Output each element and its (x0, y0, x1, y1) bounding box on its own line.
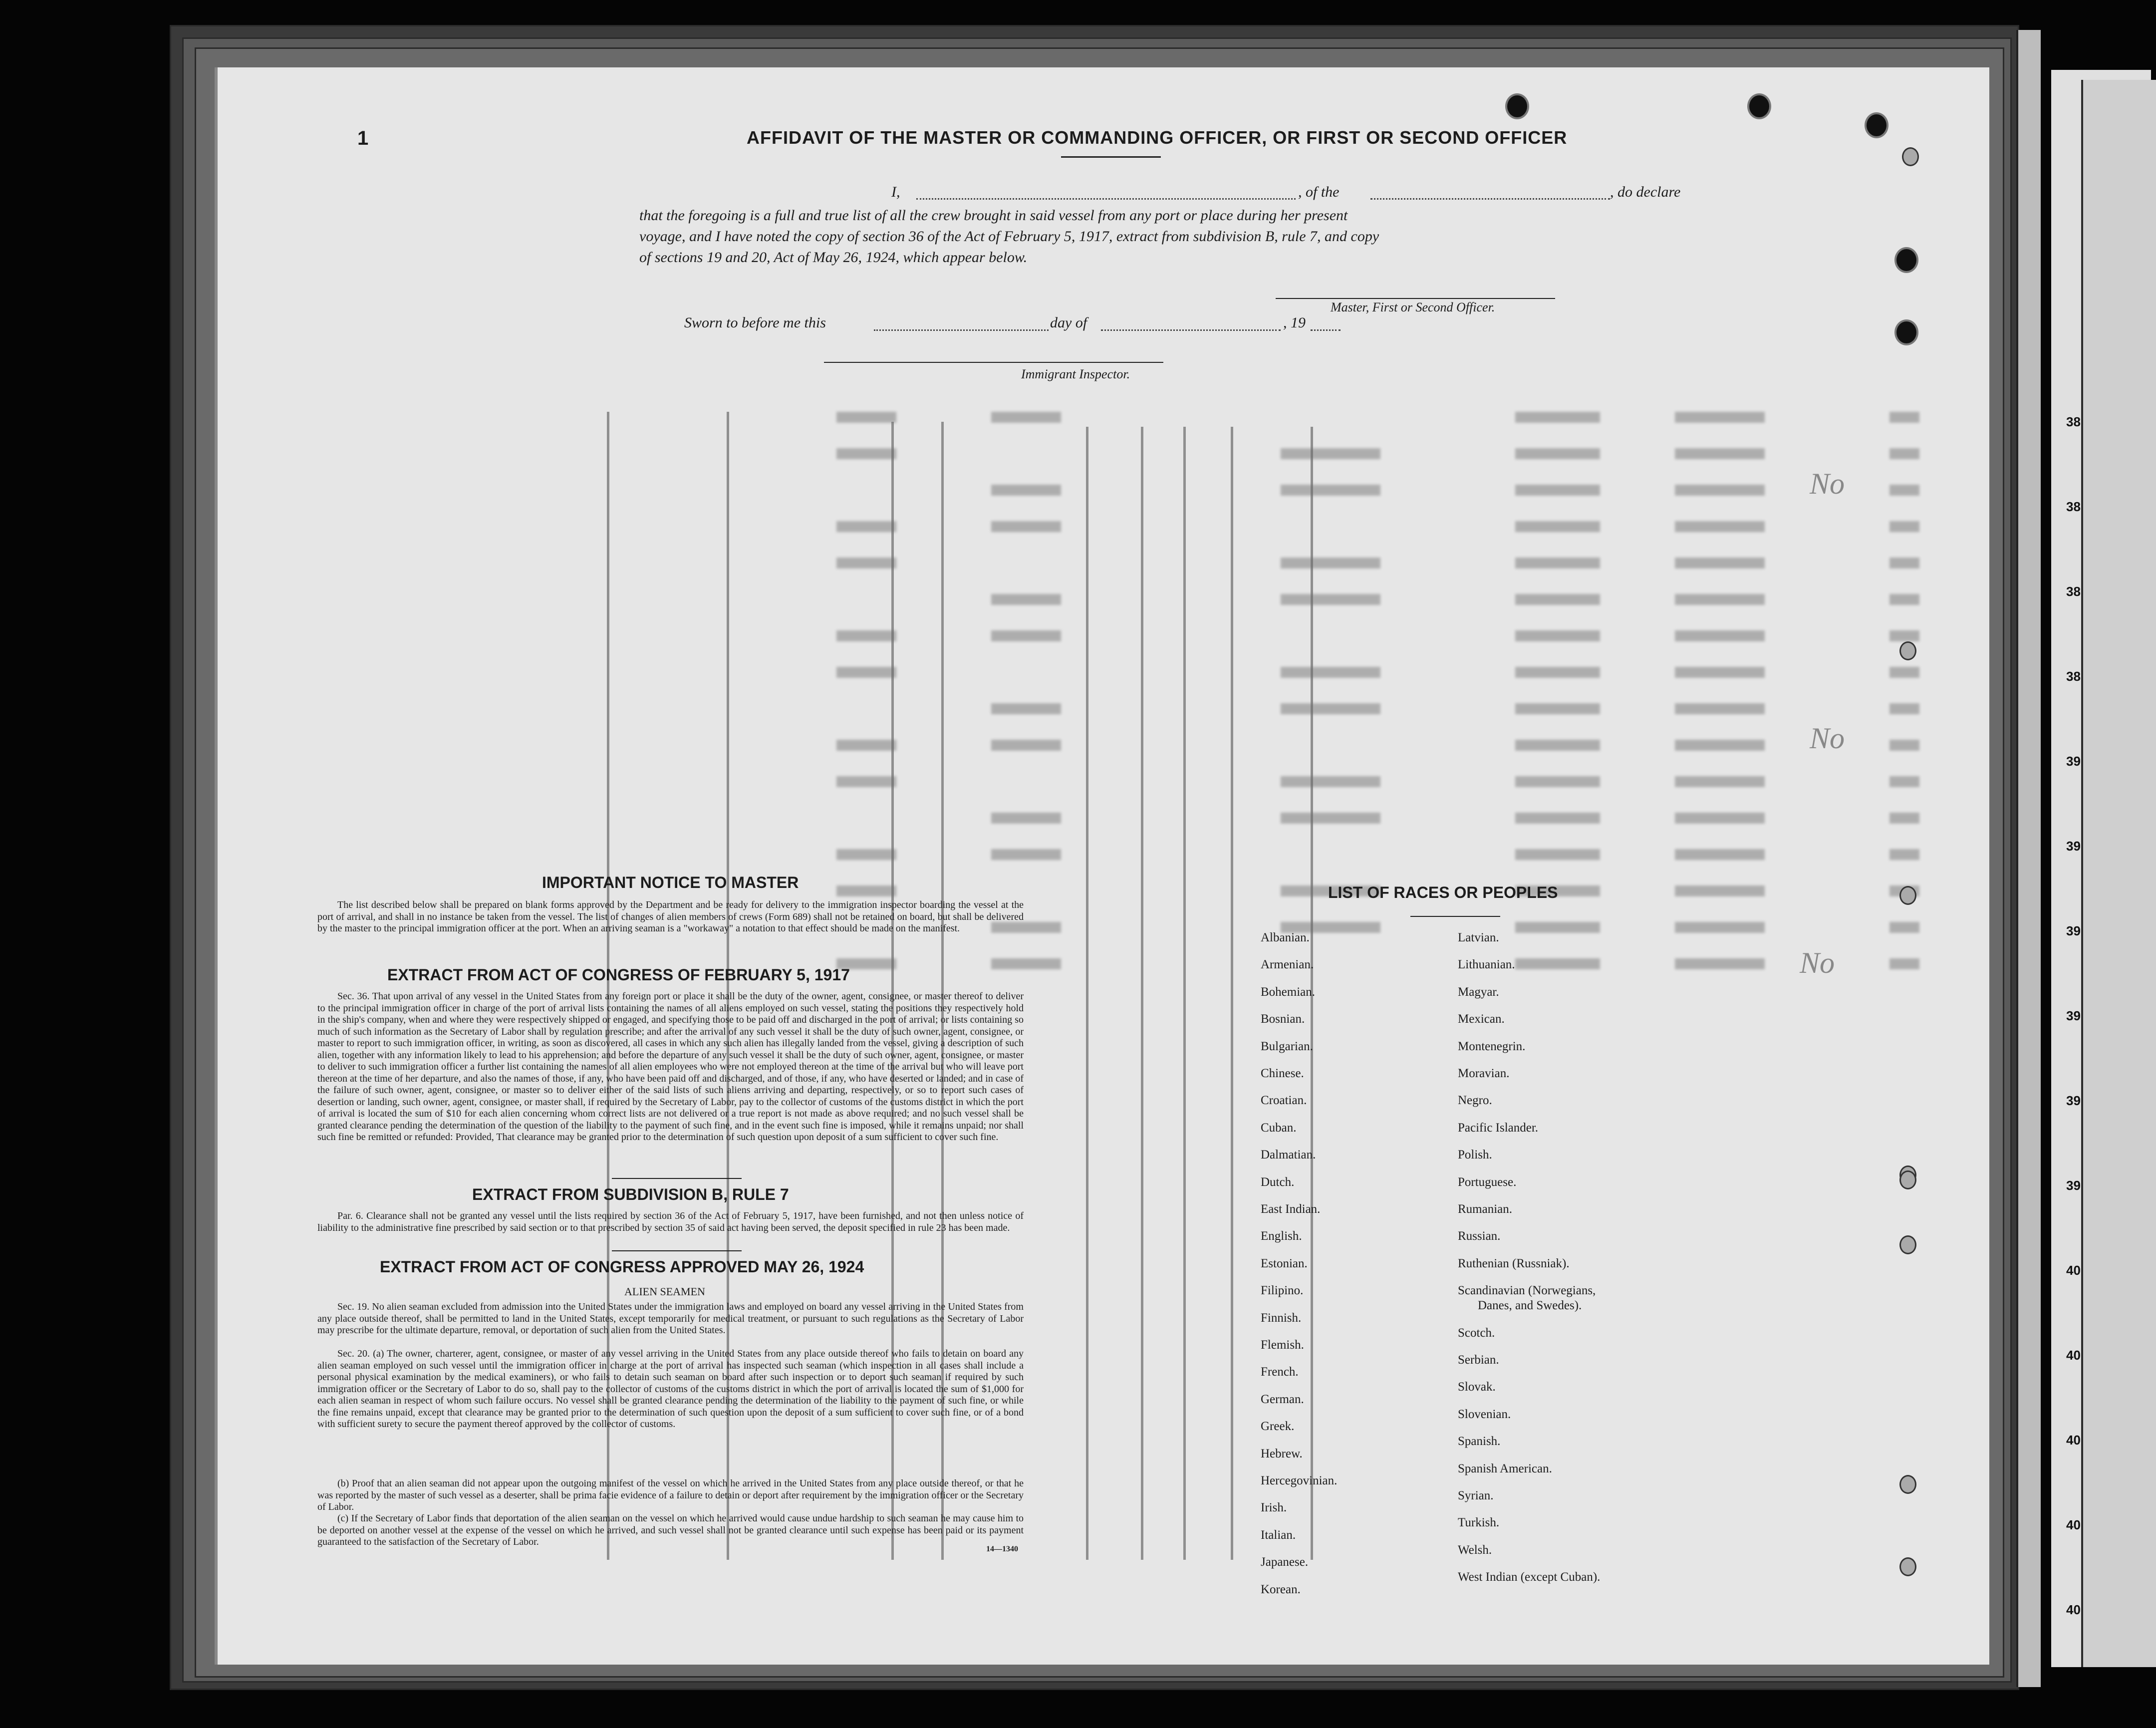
edge-number: 38 (2066, 414, 2081, 429)
bleed-through-mark (836, 630, 896, 641)
bleed-through-mark (1675, 521, 1765, 532)
race-entry: Mexican. (1458, 1012, 1505, 1026)
extract-rule7-body: Par. 6. Clearance shall not be granted any vessel until the lists required by section 36 of the Act of February 5, 1917, have been furnished, and not then unless notice of liability to the administrative fine prescribed by said section or to that prescribed by section 35 of said act having been served, the deposit specified in rule 23 has been made. (317, 1210, 1024, 1233)
adjacent-page-edge (2081, 80, 2156, 1667)
bleed-through-mark (991, 740, 1061, 751)
bleed-through-mark (991, 849, 1061, 860)
race-entry: French. (1261, 1365, 1299, 1379)
affidavit-of: , of the (1298, 184, 1340, 200)
sworn-label: Sworn to before me this (684, 314, 826, 331)
race-entry: Scandinavian (Norwegians, (1458, 1284, 1596, 1298)
margin-mark: 1 (357, 127, 369, 149)
race-entry: Bohemian. (1261, 985, 1316, 999)
race-entry: Portuguese. (1458, 1175, 1517, 1189)
bleed-through-mark (1675, 849, 1765, 860)
punch-hole (1899, 1557, 1916, 1576)
year-label: , 19 (1283, 314, 1306, 331)
bleed-through-mark (1515, 849, 1600, 860)
race-entry: Welsh. (1458, 1543, 1492, 1557)
bleed-through-mark (1515, 558, 1600, 569)
punch-hole (1902, 147, 1919, 166)
bleed-through-mark (836, 849, 896, 860)
bleed-through-mark (1281, 667, 1380, 678)
race-entry: Scotch. (1458, 1326, 1495, 1340)
bleed-through-mark (1889, 448, 1919, 459)
bleed-through-mark (1675, 667, 1765, 678)
bleed-through-mark (1675, 412, 1765, 423)
edge-number: 38 (2066, 669, 2081, 684)
race-entry: Cuban. (1261, 1121, 1297, 1135)
edge-number: 39 (2066, 839, 2081, 854)
races-underline (1410, 916, 1500, 917)
edge-number: 39 (2066, 754, 2081, 769)
edge-number: 39 (2066, 1178, 2081, 1193)
bleed-through-mark (1281, 813, 1380, 824)
ghost-rule (1141, 427, 1143, 1560)
bleed-through-mark (1515, 594, 1600, 605)
race-entry: Spanish. (1458, 1435, 1501, 1448)
race-entry: Hercegovinian. (1261, 1474, 1338, 1487)
affidavit-line4: of sections 19 and 20, Act of May 26, 1924, which appear below. (639, 249, 1028, 266)
bleed-through-mark (1515, 740, 1600, 751)
handwritten-note: No (1810, 467, 1845, 500)
race-entry: Slovenian. (1458, 1407, 1511, 1421)
bleed-through-mark (1675, 485, 1765, 496)
bleed-through-mark (1281, 776, 1380, 787)
ghost-rule (1183, 427, 1186, 1560)
punch-hole (1894, 247, 1918, 273)
divider (612, 1178, 742, 1179)
divider (612, 1250, 742, 1251)
bleed-through-mark (1515, 922, 1600, 933)
handwritten-note: No (1810, 722, 1845, 755)
bleed-through-mark (1675, 958, 1765, 969)
bleed-through-mark (1281, 594, 1380, 605)
affidavit-title: AFFIDAVIT OF THE MASTER OR COMMANDING OFFICER, OR FIRST OR SECOND OFFICER (747, 127, 1568, 148)
affidavit-declare: , do declare (1610, 184, 1681, 200)
bleed-through-mark (1889, 813, 1919, 824)
notice-title: IMPORTANT NOTICE TO MASTER (542, 873, 799, 891)
notice-body: The list described below shall be prepared on blank forms approved by the Department and be ready for delivery to the immigration inspector boarding the vessel at the port of arrival, and shall in no instance be taken from the vessel. The list of changes of alien members of crews (Form 689) shall not be retained on board, but shall be delivered by the master to the principal immigration officer at the port. When an arriving seaman is a "workaway" a notation to that effect should be made on the manifest. (317, 899, 1024, 934)
race-entry: Greek. (1261, 1420, 1295, 1434)
bleed-through-mark (1515, 485, 1600, 496)
bleed-through-mark (1889, 485, 1919, 496)
race-entry: Ruthenian (Russniak). (1458, 1256, 1570, 1270)
race-entry: Bulgarian. (1261, 1039, 1313, 1053)
bleed-through-mark (836, 558, 896, 569)
punch-hole (1899, 1475, 1916, 1494)
bleed-through-mark (836, 776, 896, 787)
master-signature-line[interactable] (1276, 298, 1555, 299)
bleed-through-mark (836, 448, 896, 459)
bleed-through-mark (1515, 412, 1600, 423)
bleed-through-mark (1889, 776, 1919, 787)
ghost-rule (1231, 427, 1233, 1560)
race-entry: Albanian. (1261, 931, 1310, 944)
bleed-through-mark (1675, 813, 1765, 824)
sec20b-body: (b) Proof that an alien seaman did not appear upon the outgoing manifest of the vessel on which he arrived in the United States from any place outside thereof, or that he was reported by the master of such vessel as a deserter, shall be prima facie evidence of a failure to detain or deport after requirement by the immigration officer or the Secretary of Labor. (317, 1478, 1024, 1512)
race-entry: Pacific Islander. (1458, 1121, 1539, 1135)
bleed-through-mark (836, 667, 896, 678)
race-entry: Magyar. (1458, 985, 1499, 999)
race-entry: Dalmatian. (1261, 1148, 1316, 1162)
bleed-through-mark (991, 958, 1061, 969)
bleed-through-mark (1889, 594, 1919, 605)
race-entry: Bosnian. (1261, 1012, 1305, 1026)
edge-number: 40 (2066, 1517, 2081, 1532)
race-entry: Italian. (1261, 1528, 1296, 1542)
edge-number: 40 (2066, 1433, 2081, 1447)
race-entry: Dutch. (1261, 1175, 1295, 1189)
race-entry: Rumanian. (1458, 1202, 1513, 1216)
race-entry: Serbian. (1458, 1353, 1499, 1367)
extract-rule7-title: EXTRACT FROM SUBDIVISION B, RULE 7 (472, 1185, 789, 1203)
race-entry: Syrian. (1458, 1489, 1494, 1502)
day-of-label: day of (1050, 314, 1087, 331)
bleed-through-mark (1889, 667, 1919, 678)
bleed-through-mark (1515, 667, 1600, 678)
edge-number: 40 (2066, 1602, 2081, 1617)
page-edge (2016, 30, 2041, 1687)
sec19-body: Sec. 19. No alien seaman excluded from admission into the United States under the immigration laws and employed on board any vessel arriving in the United States from any place outside thereof, shall be permitted to land in the United States, except temporarily for medical treatment, or pursuant to such regulations as the Secretary of Labor may prescribe for the ultimate departure, removal, or deportation of such alien from the United States. (317, 1301, 1024, 1336)
extract-1917-title: EXTRACT FROM ACT OF CONGRESS OF FEBRUARY 5, 1917 (387, 966, 850, 984)
bleed-through-mark (836, 521, 896, 532)
punch-hole (1899, 641, 1916, 660)
punch-hole (1865, 112, 1888, 138)
edge-number: 40 (2066, 1348, 2081, 1363)
ghost-rule (1086, 427, 1088, 1560)
bleed-through-mark (1675, 776, 1765, 787)
race-entry: German. (1261, 1392, 1304, 1406)
affidavit-line3: voyage, and I have noted the copy of section 36 of the Act of February 5, 1917, extract from subdivision B, rule 7, and copy (639, 228, 1379, 245)
race-entry: Hebrew. (1261, 1446, 1303, 1460)
bleed-through-mark (1675, 448, 1765, 459)
bleed-through-mark (1675, 558, 1765, 569)
affidavit-i: I, (891, 184, 900, 200)
sec20c-body: (c) If the Secretary of Labor finds that deportation of the alien seaman on the vessel on which he arrived would cause undue hardship to such seaman he may cause him to be deported on another vessel at the expense of the vessel on which he arrived, and such vessel shall not be granted clearance until such expense has been paid or its payment guaranteed to the satisfaction of the Secretary of Labor. (317, 1513, 1024, 1547)
affidavit-line2: that the foregoing is a full and true list of all the crew brought in said vessel from any port or place during her present (639, 207, 1348, 224)
bleed-through-mark (1889, 849, 1919, 860)
edge-number: 39 (2066, 923, 2081, 938)
race-entry: Russian. (1458, 1229, 1501, 1243)
inspector-caption: Immigrant Inspector. (1021, 367, 1130, 381)
vessel-name-line[interactable] (1370, 198, 1610, 200)
bleed-through-mark (991, 412, 1061, 423)
bleed-through-mark (1675, 740, 1765, 751)
bleed-through-mark (1515, 703, 1600, 714)
bleed-through-mark (991, 813, 1061, 824)
race-entry: Lithuanian. (1458, 958, 1515, 972)
race-entry: West Indian (except Cuban). (1458, 1570, 1601, 1584)
bleed-through-mark (1281, 448, 1380, 459)
race-entry: Flemish. (1261, 1338, 1304, 1352)
sec20a-body: Sec. 20. (a) The owner, charterer, agent, consignee, or master of any vessel arriving in the United States from any place outside thereof who fails to detain on board any alien seaman employed on such vessel until the immigration officer in charge at the port of arrival has inspected such seaman (which inspection in all cases shall include a personal physical examination by the medical examiners), or who fails to detain such seaman on board after such inspection or to deport such seaman if required by such immigration officer or the Secretary of Labor to do so, shall pay to the collector of customs of the customs district in which the port of arrival is located the sum of $1,000 for each alien seaman in respect of whom such failure occurs. No vessel shall be granted clearance pending the determination of the liability to the payment of such fine, or while the fine remains unpaid, except that clearance may be granted prior to the determination of such question upon the deposit of a sum sufficient to cover such fine, or of a bond with sufficient surety to secure the payment thereof approved by the collector of customs. (317, 1348, 1024, 1430)
form-number: 14—1340 (986, 1545, 1018, 1553)
race-entry: Finnish. (1261, 1311, 1302, 1325)
race-entry: Negro. (1458, 1094, 1492, 1108)
race-entry: Irish. (1261, 1501, 1287, 1515)
bleed-through-mark (1889, 740, 1919, 751)
title-underline (1061, 156, 1161, 158)
inspector-signature-line[interactable] (824, 362, 1163, 363)
race-entry: Filipino. (1261, 1284, 1304, 1298)
race-entry: Croatian. (1261, 1094, 1307, 1108)
race-entry: Polish. (1458, 1148, 1492, 1162)
extract-1924-title: EXTRACT FROM ACT OF CONGRESS APPROVED MAY 26, 1924 (380, 1258, 864, 1276)
edge-number: 38 (2066, 584, 2081, 599)
race-entry: Japanese. (1261, 1555, 1309, 1569)
bleed-through-mark (991, 594, 1061, 605)
bleed-through-mark (1515, 813, 1600, 824)
bleed-through-mark (1515, 521, 1600, 532)
bleed-through-mark (991, 703, 1061, 714)
alien-seamen-subtitle: ALIEN SEAMEN (624, 1285, 705, 1298)
race-entry: Moravian. (1458, 1067, 1510, 1080)
races-title: LIST OF RACES OR PEOPLES (1328, 883, 1558, 901)
bleed-through-mark (1515, 776, 1600, 787)
manifest-page (215, 67, 1989, 1665)
bleed-through-mark (1889, 922, 1919, 933)
bleed-through-mark (836, 740, 896, 751)
race-entry: Latvian. (1458, 931, 1499, 944)
handwritten-note: No (1800, 946, 1835, 979)
bleed-through-mark (836, 885, 896, 896)
race-entry: Spanish American. (1458, 1461, 1552, 1475)
edge-number: 38 (2066, 499, 2081, 514)
bleed-through-mark (1889, 412, 1919, 423)
master-name-line[interactable] (916, 198, 1296, 200)
bleed-through-mark (1889, 958, 1919, 969)
bleed-through-mark (1889, 703, 1919, 714)
bleed-through-mark (1889, 630, 1919, 641)
bleed-through-mark (1675, 922, 1765, 933)
bleed-through-mark (991, 485, 1061, 496)
bleed-through-mark (1281, 558, 1380, 569)
race-entry: East Indian. (1261, 1202, 1321, 1216)
bleed-through-mark (991, 521, 1061, 532)
bleed-through-mark (1675, 703, 1765, 714)
race-entry: Armenian. (1261, 958, 1314, 972)
bleed-through-mark (1515, 630, 1600, 641)
extract-1917-body: Sec. 36. That upon arrival of any vessel in the United States from any foreign port or place it shall be the duty of the owner, agent, consignee, or master thereof to deliver to the principal immigration officer in charge of the port of arrival lists containing the names of all aliens employed on such vessel, stating the positions they respectively hold in the ship's company, when and where they were respectively shipped or engaged, and specifying those to be paid off and discharged in the port of arrival; or lists containing so much of such information as the Secretary of Labor shall by regulation prescribe; and after the arrival of any such vessel it shall be the duty of such owner, agent, consignee, or master to report to such immigration officer, in writing, as soon as discovered, all cases in which any such alien has illegally landed from the vessel, giving a description of such alien, together with any information likely to lead to his apprehension; and before the departure of any such vessel it shall be the duty of such owner, agent, consignee, or master to deliver to such immigration officer a further list containing the names of all alien employees who were not employed thereon at the time of the arrival but who will leave port thereon at the time of her departure, and also the names of those, if any, who have been paid off and discharged, and of those, if any, who have deserted or landed; and in case of the failure of such owner, agent, consignee, or master so to deliver either of the said lists of such aliens arriving and departing, respectively, or so to report such cases of desertion or landing, such owner, agent, consignee, or master shall, if required by the Secretary of Labor, pay to the collector of customs of the customs district in which the port of arrival is located the sum of $10 for each alien concerning whom correct lists are not delivered or a true report is not made as above required; and no such vessel shall be granted clearance pending the determination of the question of the liability to the payment of such fine, and in the event such fine is imposed, while it remains unpaid; nor shall such fine be remitted or refunded: Provided, That clearance may be granted prior to the determination of such question upon deposit of a sum sufficient to cover such fine. (317, 991, 1024, 1143)
edge-number: 39 (2066, 1093, 2081, 1108)
bleed-through-mark (1515, 448, 1600, 459)
sworn-day-line[interactable] (874, 329, 1049, 331)
bleed-through-mark (991, 630, 1061, 641)
punch-hole (1899, 1235, 1916, 1254)
bleed-through-mark (1675, 885, 1765, 896)
punch-hole (1899, 1170, 1916, 1189)
race-entry: Danes, and Swedes). (1478, 1299, 1582, 1313)
punch-hole (1894, 319, 1918, 345)
bleed-through-mark (1675, 630, 1765, 641)
punch-hole (1747, 93, 1771, 119)
bleed-through-mark (836, 412, 896, 423)
race-entry: Chinese. (1261, 1067, 1304, 1080)
race-entry: Estonian. (1261, 1256, 1308, 1270)
bleed-through-mark (1889, 558, 1919, 569)
sworn-year-line[interactable] (1311, 329, 1341, 331)
edge-number: 39 (2066, 1008, 2081, 1023)
race-entry: Slovak. (1458, 1380, 1496, 1394)
race-entry: Turkish. (1458, 1516, 1500, 1530)
bleed-through-mark (1515, 958, 1600, 969)
punch-hole (1899, 886, 1916, 905)
master-signature-caption: Master, First or Second Officer. (1331, 300, 1495, 314)
bleed-through-mark (1889, 521, 1919, 532)
edge-number: 40 (2066, 1263, 2081, 1278)
race-entry: Korean. (1261, 1582, 1301, 1596)
race-entry: English. (1261, 1229, 1302, 1243)
race-entry: Montenegrin. (1458, 1039, 1526, 1053)
bleed-through-mark (1675, 594, 1765, 605)
sworn-month-line[interactable] (1101, 329, 1281, 331)
punch-hole (1505, 93, 1529, 119)
bleed-through-mark (1281, 485, 1380, 496)
bleed-through-mark (1281, 703, 1380, 714)
